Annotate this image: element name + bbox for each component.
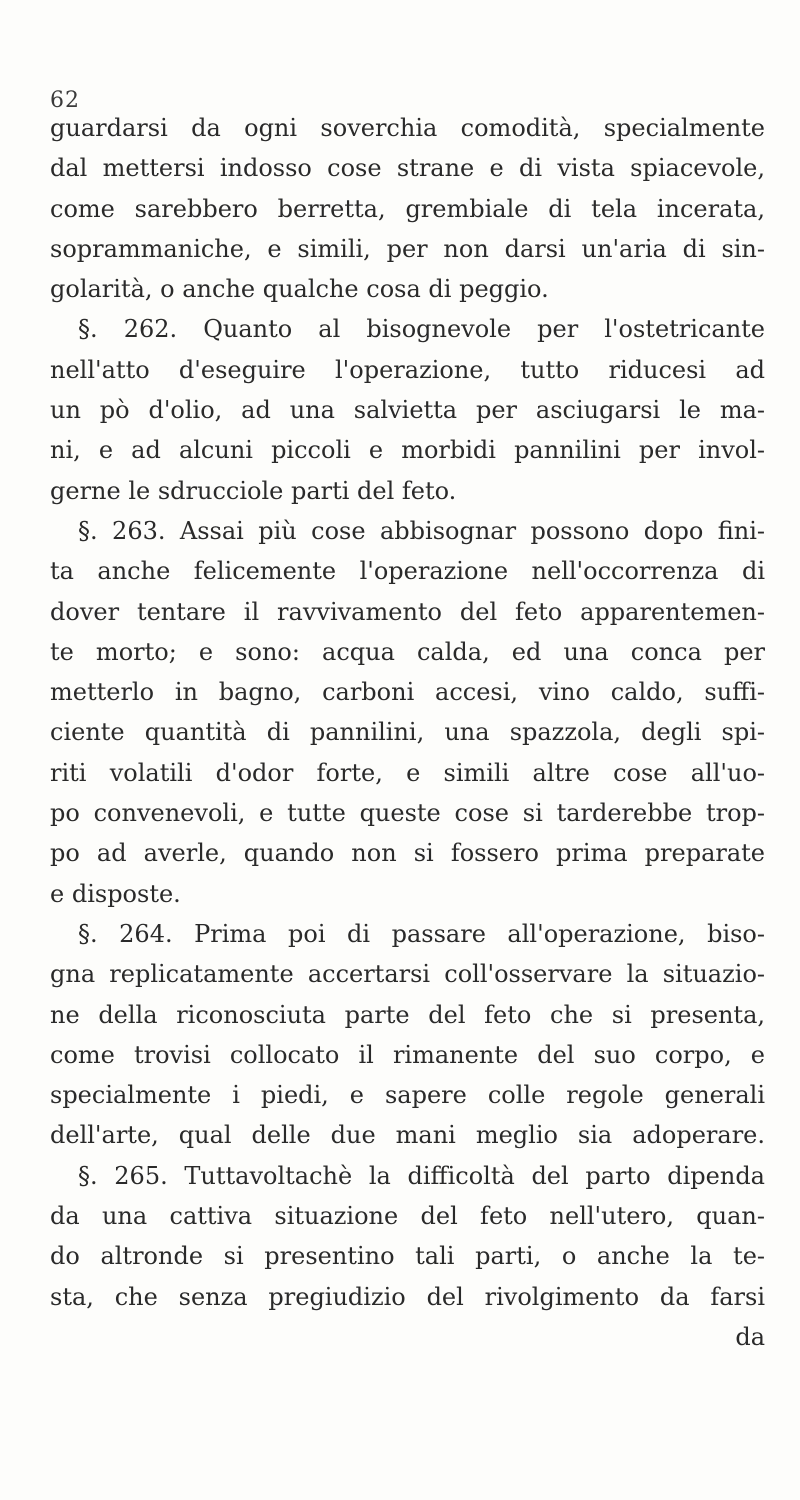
text-line: po convenevoli, e tutte queste cose si tarderebbe trop- (50, 799, 765, 828)
text-line: ni, e ad alcuni piccoli e morbidi pannilini per invol- (50, 436, 765, 465)
text-line: come trovisi collocato il rimanente del suo corpo, e (50, 1040, 765, 1069)
section-263-start: §. 263. Assai più cose abbisognar possono dopo fini- (78, 516, 765, 545)
text-line: soprammaniche, e simili, per non darsi un'aria di sin- (50, 234, 765, 263)
text-line: do altronde si presentino tali parti, o anche la te- (50, 1242, 765, 1271)
text-line: dal mettersi indosso cose strane e di vista spiacevole, (50, 154, 765, 183)
text-line: dover tentare il ravvivamento del feto apparentemen- (50, 597, 765, 626)
text-line: riti volatili d'odor forte, e simili altre cose all'uo- (50, 758, 765, 787)
text-line: da una cattiva situazione del feto nell'utero, quan- (50, 1202, 765, 1231)
section-265-start: §. 265. Tuttavoltachè la difficoltà del parto dipenda (78, 1161, 765, 1190)
text-line: ta anche felicemente l'operazione nell'occorrenza di (50, 557, 765, 586)
body-text (50, 108, 765, 1357)
section-262-start: §. 262. Quanto al bisognevole per l'ostetricante (78, 315, 765, 344)
text-line: come sarebbero berretta, grembiale di tela incerata, (50, 194, 765, 223)
text-line: specialmente i piedi, e sapere colle regole generali (50, 1081, 765, 1110)
text-line: golarità, o anche qualche cosa di peggio. (50, 275, 549, 304)
catchword: da (735, 1322, 765, 1351)
text-line: po ad averle, quando non si fossero prima preparate (50, 839, 765, 868)
text-line: un pò d'olio, ad una salvietta per asciugarsi le ma- (50, 396, 765, 425)
text-line: ciente quantità di pannilini, una spazzola, degli spi- (50, 718, 765, 747)
text-line: gna replicatamente accertarsi coll'osservare la situazio- (50, 960, 765, 989)
text-line: gerne le sdrucciole parti del feto. (50, 476, 457, 505)
text-line: guardarsi da ogni soverchia comodità, specialmente (50, 114, 765, 142)
section-264-start: §. 264. Prima poi di passare all'operazione, biso- (78, 919, 765, 948)
text-line: nell'atto d'eseguire l'operazione, tutto riducesi ad (50, 355, 765, 384)
text-line: metterlo in bagno, carboni accesi, vino caldo, suffi- (50, 678, 765, 707)
text-line: e disposte. (50, 879, 181, 908)
text-line: sta, che senza pregiudizio del rivolgimento da farsi (50, 1282, 765, 1311)
text-line: te morto; e sono: acqua calda, ed una conca per (50, 637, 765, 666)
page-number: 62 (50, 88, 80, 113)
text-line: ne della riconosciuta parte del feto che si presenta, (50, 1000, 765, 1029)
text-line: dell'arte, qual delle due mani meglio sia adoperare. (50, 1121, 765, 1150)
